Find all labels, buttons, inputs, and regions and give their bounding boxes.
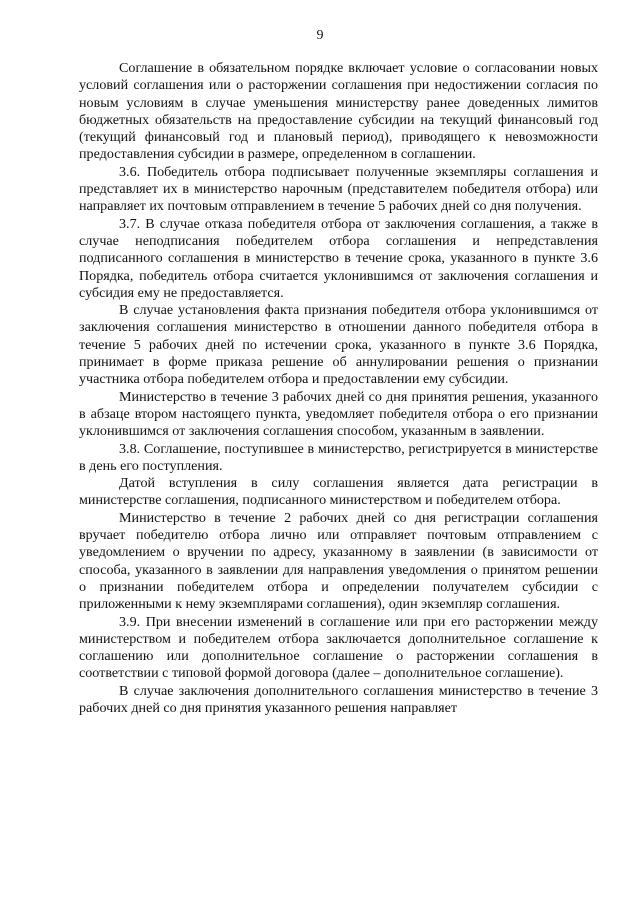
paragraph-3-8: 3.8. Соглашение, поступившее в министерство, регистрируется в министерстве в день его поступления. bbox=[79, 440, 598, 474]
paragraph-3-6: 3.6. Победитель отбора подписывает полученные экземпляры соглашения и представляет их в министерство нарочным (представителем победителя отбора) или направляет их почтовым отправлением в течение 5 рабочих дней со дня получения. bbox=[79, 163, 598, 215]
paragraph-evasion-notice: Министерство в течение 3 рабочих дней со дня принятия решения, указанного в абзаце втором настоящего пункта, уведомляет победителя отбора о его признании уклонившимся от заключения соглашения способом, указанным в заявлении. bbox=[79, 388, 598, 440]
document-body bbox=[79, 60, 598, 717]
page-number: 9 bbox=[316, 28, 324, 43]
paragraph-3-7: 3.7. В случае отказа победителя отбора от заключения соглашения, а также в случае неподписания победителем отбора соглашения и непредставления подписанного соглашения в министерство в течение срока, указанного в пункте 3.6 Порядка, победитель отбора считается уклонившимся от заключения соглашения и субсидия ему не предоставляется. bbox=[79, 215, 598, 301]
paragraph-evasion-decision: В случае установления факта признания победителя отбора уклонившимся от заключения соглашения министерство в отношении данного победителя отбора в течение 5 рабочих дней по истечении срока, указанного в пункте 3.6 Порядка, принимает в форме приказа решение об аннулировании решения о признании участника отбора победителем отбора и предоставлении ему субсидии. bbox=[79, 302, 598, 388]
paragraph-effective-date: Датой вступления в силу соглашения является дата регистрации в министерстве соглашения, подписанного министерством и победителем отбора. bbox=[79, 475, 598, 509]
paragraph-additional-agreement: В случае заключения дополнительного соглашения министерство в течение 3 рабочих дней со дня принятия указанного решения направляет bbox=[79, 682, 598, 716]
paragraph-agreement-condition: Соглашение в обязательном порядке включает условие о согласовании новых условий соглашения или о расторжении соглашения при недостижении согласия по новым условиям в случае уменьшения министерству ранее доведенных лимитов бюджетных обязательств на предоставление субсидии на текущий финансовый год (текущий финансовый год и плановый период), приводящего к невозможности предоставления субсидии в размере, определенном в соглашении. bbox=[79, 60, 598, 163]
paragraph-3-9: 3.9. При внесении изменений в соглашение или при его расторжении между министерством и победителем отбора заключается дополнительное соглашение к соглашению или дополнительное соглашение о расторжении соглашения в соответствии с типовой формой договора (далее – дополнительное соглашение). bbox=[79, 613, 598, 682]
paragraph-agreement-delivery: Министерство в течение 2 рабочих дней со дня регистрации соглашения вручает победителю отбора лично или отправляет почтовым отправлением с уведомлением о вручении по адресу, указанному в заявлении (в зависимости от способа, указанного в заявлении для направления уведомления о принятом решении о признании победителем отбора и определении получателем субсидии с приложенными к нему экземплярами соглашения), один экземпляр соглашения. bbox=[79, 509, 598, 613]
